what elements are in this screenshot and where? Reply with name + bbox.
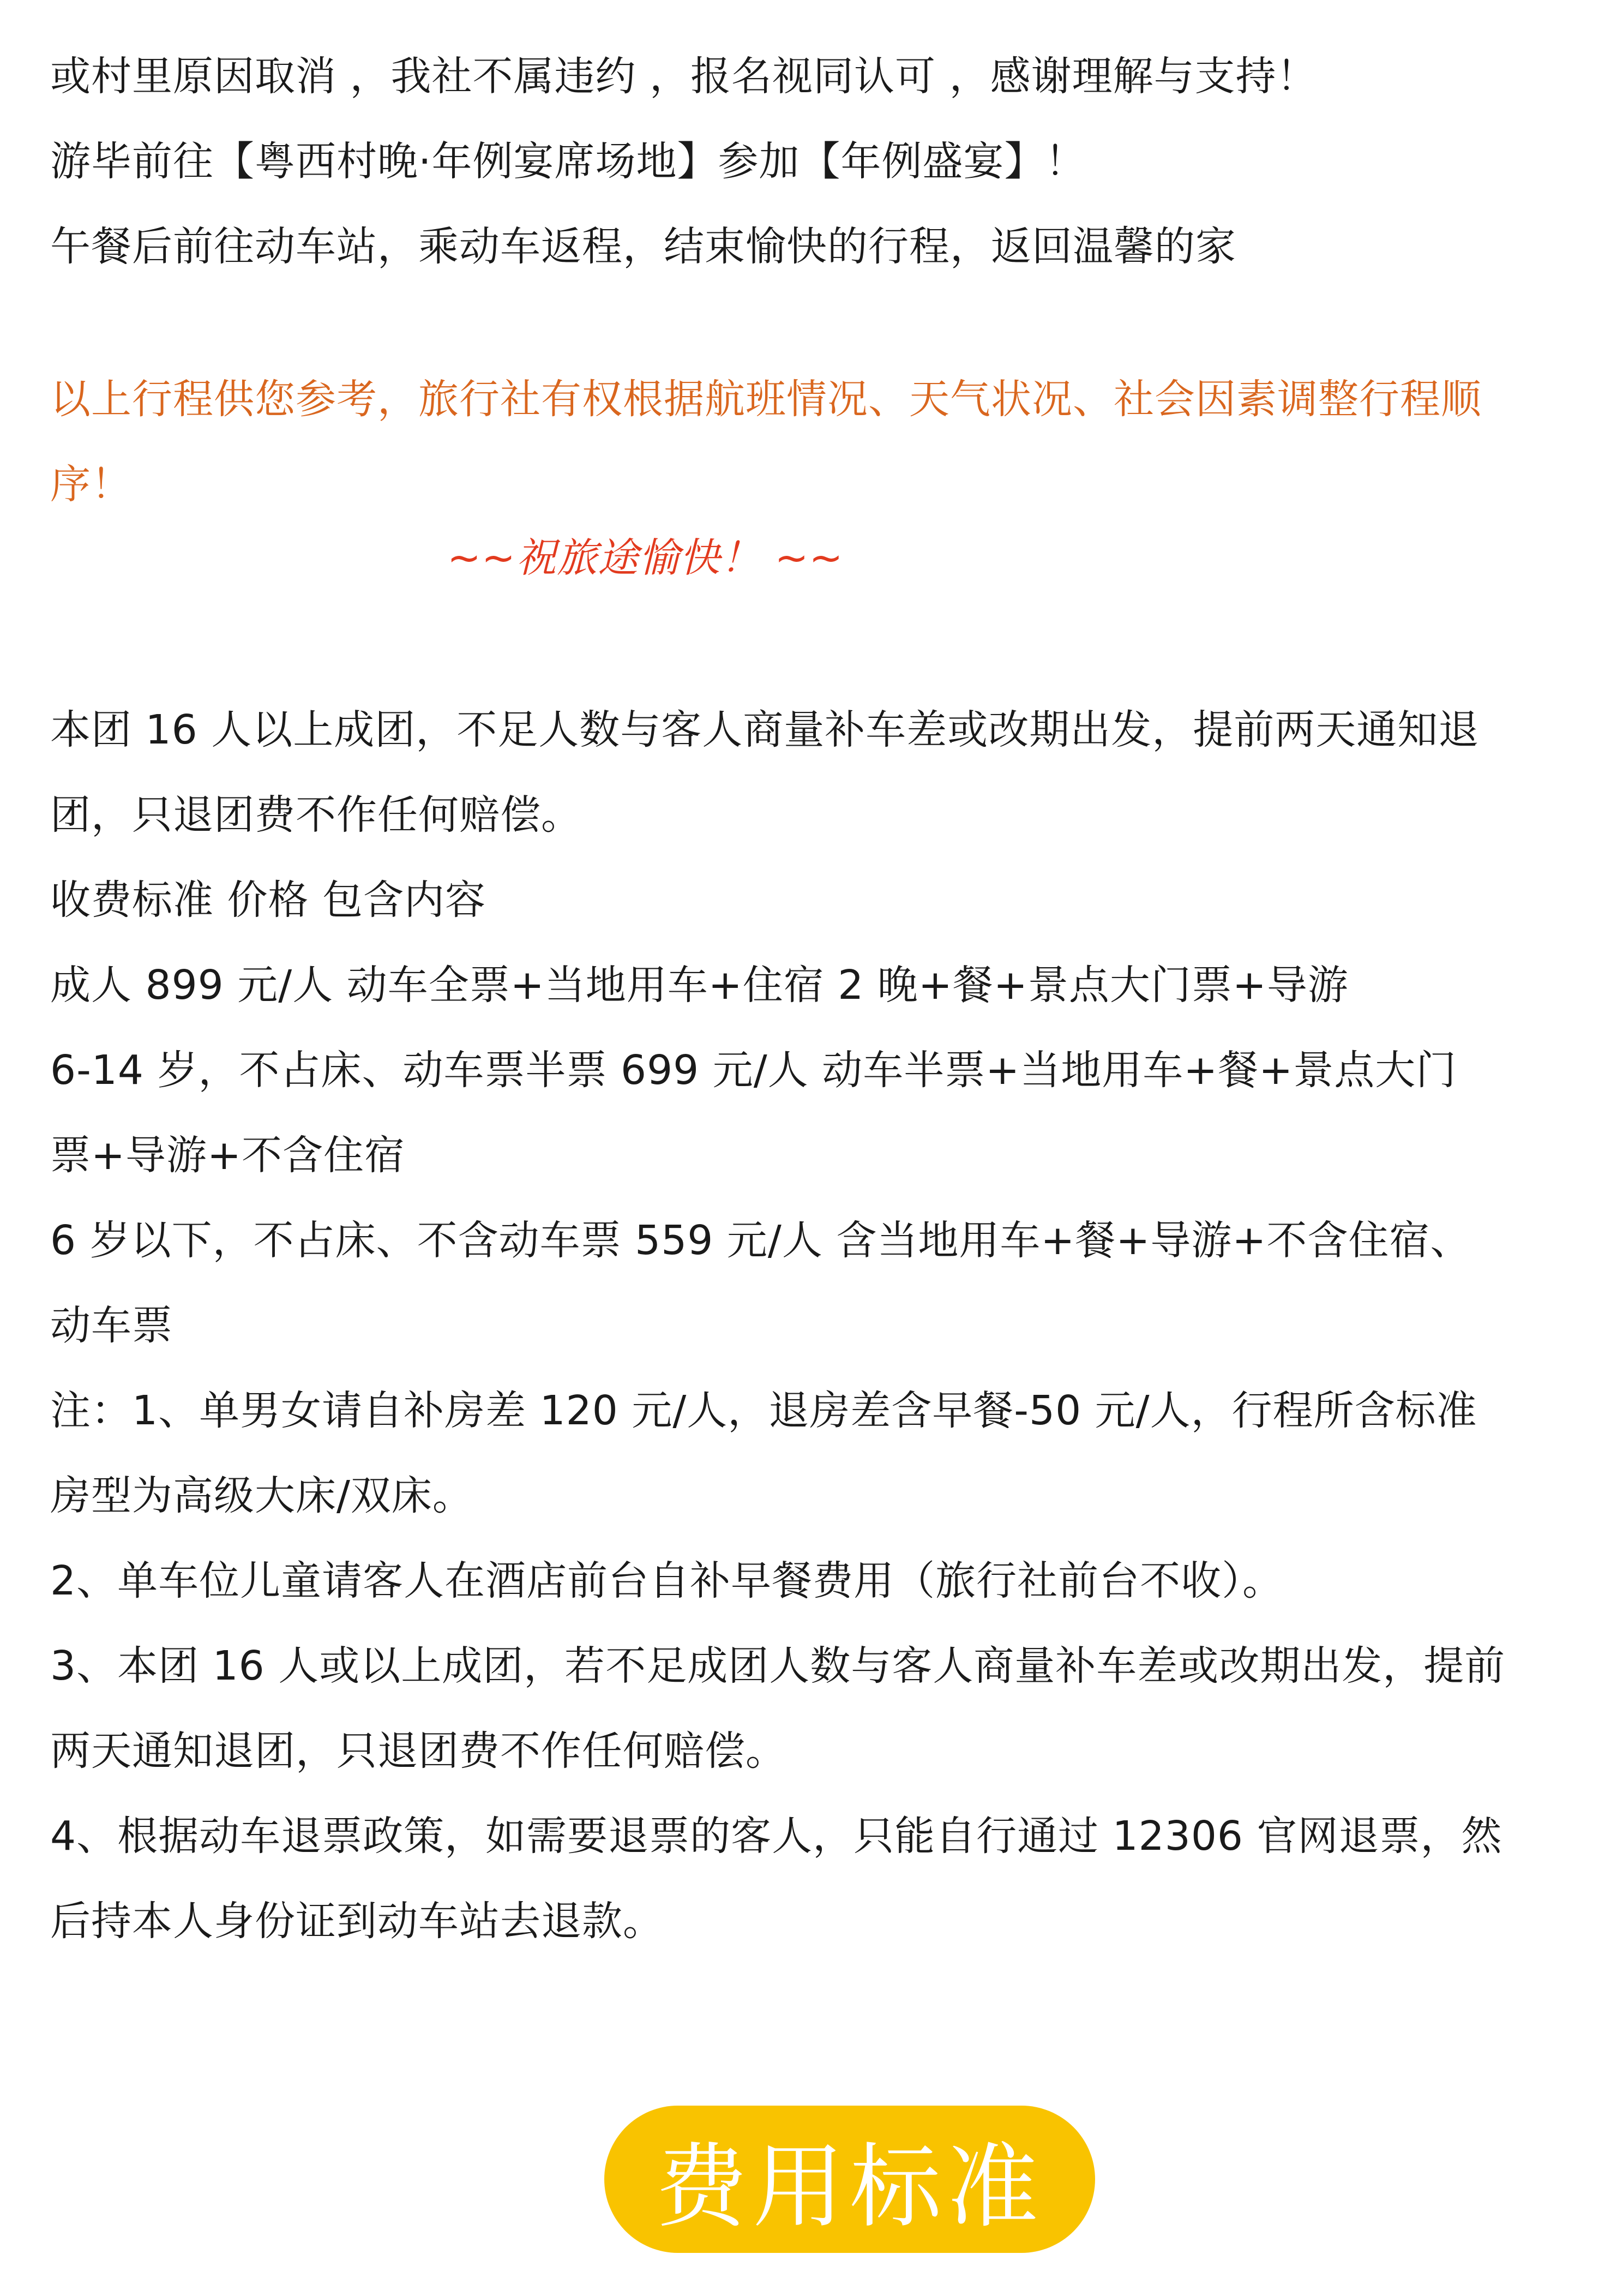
itinerary-line-1: 或村里原因取消 ，我社不属违约 ，报名视同认可 ，感谢理解与支持！ — [50, 53, 1318, 100]
itinerary-line-3: 午餐后前往动车站，乘动车返程，结束愉快的行程，返回温馨的家 — [50, 223, 1236, 270]
details-line-6: 票+导游+不含住宿 — [50, 1132, 406, 1179]
details-line-11: 2、单车位儿童请客人在酒店前台自补早餐费用（旅行社前台不收）。 — [50, 1557, 1284, 1604]
details-line-13: 两天通知退团，只退团费不作任何赔偿。 — [50, 1728, 786, 1775]
details-line-9: 注：1、单男女请自补房差 120 元/人，退房差含早餐-50 元/人，行程所含标准 — [50, 1387, 1477, 1434]
details-line-14: 4、根据动车退票政策，如需要退票的客人，只能自行通过 12306 官网退票，然 — [50, 1813, 1502, 1860]
notice-line-2: 序！ — [50, 461, 132, 508]
section-badge — [604, 2106, 1095, 2253]
details-line-3: 收费标准 价格 包含内容 — [50, 877, 486, 924]
details-line-8: 动车票 — [50, 1302, 173, 1349]
details-line-15: 后持本人身份证到动车站去退款。 — [50, 1898, 664, 1945]
section-badge-label: 费用标准 — [656, 2133, 1044, 2240]
notice-line-1: 以上行程供您参考，旅行社有权根据航班情况、天气状况、社会因素调整行程顺 — [50, 376, 1482, 423]
details-line-10: 房型为高级大床/双床。 — [50, 1472, 473, 1519]
wish-text: ~~祝旅途愉快！ ~~ — [447, 535, 844, 582]
details-line-7: 6 岁以下，不占床、不含动车票 559 元/人 含当地用车+餐+导游+不含住宿、 — [50, 1217, 1471, 1264]
details-line-5: 6-14 岁，不占床、动车票半票 699 元/人 动车半票+当地用车+餐+景点大门 — [50, 1047, 1457, 1094]
details-line-1: 本团 16 人以上成团，不足人数与客人商量补车差或改期出发，提前两天通知退 — [50, 706, 1480, 753]
itinerary-line-2: 游毕前往【粤西村晚·年例宴席场地】参加【年例盛宴】！ — [50, 138, 1086, 185]
details-line-2: 团，只退团费不作任何赔偿。 — [50, 792, 582, 838]
details-line-4: 成人 899 元/人 动车全票+当地用车+住宿 2 晚+餐+景点大门票+导游 — [50, 962, 1349, 1009]
details-line-12: 3、本团 16 人或以上成团，若不足成团人数与客人商量补车差或改期出发，提前 — [50, 1642, 1506, 1689]
